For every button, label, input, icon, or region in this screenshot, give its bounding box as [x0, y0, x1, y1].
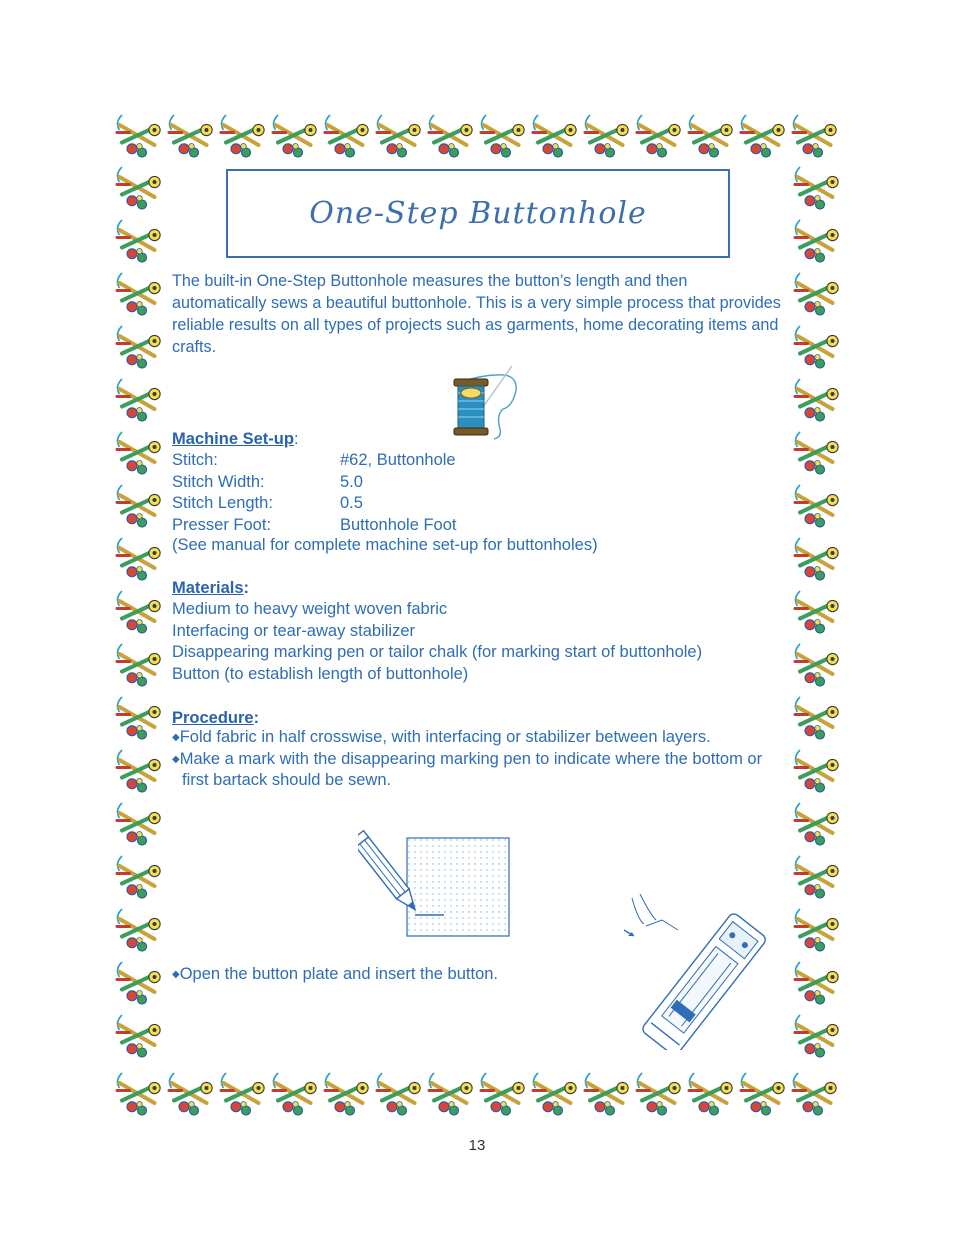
intro-paragraph: The built-in One-Step Buttonhole measures the button’s length and then automatically sews a beautiful buttonhole. This is a very simple process that provides reliable results on all types of projects such as garments, home decorating items and crafts.	[172, 272, 781, 356]
scissors-icon	[793, 115, 836, 157]
open-step-label: Open the button plate and insert the button.	[179, 965, 499, 983]
setup-label: Stitch:	[172, 451, 218, 469]
bullet-icon: ◆	[172, 732, 180, 743]
setup-value: 5.0	[340, 472, 363, 491]
scissors-icon	[117, 909, 160, 951]
scissors-icon	[169, 1073, 212, 1115]
page-number: 13	[468, 1137, 486, 1154]
scissors-icon	[795, 856, 838, 898]
scissors-icon	[533, 115, 576, 157]
scissors-icon	[117, 644, 160, 686]
pencil-marking-icon	[358, 825, 518, 940]
scissors-icon	[795, 644, 838, 686]
scissors-icon	[795, 962, 838, 1004]
scissors-icon	[273, 115, 316, 157]
scissors-icon	[117, 115, 160, 157]
scissors-icon	[117, 273, 160, 315]
page-title: One-Step Buttonhole	[309, 196, 647, 231]
scissors-icon	[377, 115, 420, 157]
scissors-icon	[377, 1073, 420, 1115]
title-box	[226, 169, 730, 258]
scissors-icon	[795, 591, 838, 633]
setup-row	[172, 493, 772, 515]
scissors-icon	[169, 115, 212, 157]
thread-spool-icon	[428, 363, 528, 445]
scissors-icon	[221, 115, 264, 157]
scissors-icon	[793, 1073, 836, 1115]
scissors-icon	[795, 803, 838, 845]
scissors-icon	[741, 1073, 784, 1115]
scissors-icon	[117, 591, 160, 633]
setup-row	[172, 450, 772, 472]
scissors-icon	[795, 697, 838, 739]
setup-heading-label: Machine Set-up	[172, 430, 294, 448]
scissors-icon	[117, 485, 160, 527]
scissors-icon	[117, 220, 160, 262]
open-step-text	[172, 965, 498, 984]
setup-table	[172, 450, 772, 536]
scissors-icon	[795, 379, 838, 421]
scissors-icon	[585, 115, 628, 157]
list-item	[172, 727, 792, 749]
scissors-icon	[117, 750, 160, 792]
step-text: Fold fabric in half crosswise, with interfacing or stabilizer between layers.	[179, 728, 711, 746]
scissors-icon	[429, 1073, 472, 1115]
scissors-icon	[117, 1015, 160, 1057]
scissors-icon	[325, 115, 368, 157]
scissors-icon	[795, 220, 838, 262]
setup-label: Stitch Length:	[172, 494, 273, 512]
setup-label: Stitch Width:	[172, 472, 265, 491]
setup-value: Buttonhole Foot	[340, 515, 457, 534]
scissors-icon	[221, 1073, 264, 1115]
materials-heading: Materials:	[172, 579, 250, 597]
scissors-icon	[795, 1015, 838, 1057]
bullet-icon: ◆	[172, 969, 180, 980]
list-item: Button (to establish length of buttonhole)	[172, 664, 469, 683]
scissors-icon	[325, 1073, 368, 1115]
scissors-icon	[117, 856, 160, 898]
buttonhole-foot-icon	[620, 890, 790, 1050]
scissors-icon	[795, 167, 838, 209]
scissors-icon	[795, 538, 838, 580]
procedure-list	[172, 727, 792, 792]
setup-note: (See manual for complete machine set-up for buttonholes)	[172, 536, 598, 554]
list-item	[172, 749, 792, 792]
setup-row	[172, 472, 772, 494]
scissors-icon	[117, 962, 160, 1004]
materials-heading-label: Materials	[172, 579, 244, 597]
scissors-icon	[741, 115, 784, 157]
scissors-icon	[689, 115, 732, 157]
procedure-heading: Procedure:	[172, 709, 260, 727]
setup-value: 0.5	[340, 494, 363, 512]
scissors-icon	[117, 326, 160, 368]
scissors-icon	[117, 432, 160, 474]
scissors-icon	[533, 1073, 576, 1115]
list-item: Disappearing marking pen or tailor chalk (for marking start of buttonhole)	[172, 643, 703, 662]
setup-label: Presser Foot:	[172, 515, 272, 534]
scissors-icon	[429, 115, 472, 157]
scissors-icon	[481, 115, 524, 157]
scissors-icon	[481, 1073, 524, 1115]
setup-value: #62, Buttonhole	[340, 451, 456, 469]
scissors-icon	[795, 485, 838, 527]
scissors-icon	[117, 803, 160, 845]
scissors-icon	[795, 750, 838, 792]
list-item: Interfacing or tear-away stabilizer	[172, 621, 416, 640]
scissors-icon	[795, 273, 838, 315]
setup-heading: Machine Set-up:	[172, 430, 299, 448]
scissors-icon	[117, 167, 160, 209]
scissors-icon	[795, 326, 838, 368]
scissors-icon	[117, 697, 160, 739]
scissors-icon	[795, 432, 838, 474]
scissors-icon	[117, 538, 160, 580]
scissors-icon	[689, 1073, 732, 1115]
procedure-heading-label: Procedure	[172, 709, 254, 727]
scissors-icon	[637, 1073, 680, 1115]
scissors-icon	[273, 1073, 316, 1115]
scissors-icon	[637, 115, 680, 157]
step-text: Make a mark with the disappearing marking pen to indicate where the bottom or first bartack should be sewn.	[179, 749, 763, 789]
scissors-icon	[585, 1073, 628, 1115]
bullet-icon: ◆	[172, 753, 180, 765]
scissors-icon	[795, 909, 838, 951]
list-item: Medium to heavy weight woven fabric	[172, 600, 448, 618]
scissors-icon	[117, 379, 160, 421]
setup-row	[172, 515, 772, 537]
materials-list	[172, 599, 702, 685]
scissors-icon	[117, 1073, 160, 1115]
